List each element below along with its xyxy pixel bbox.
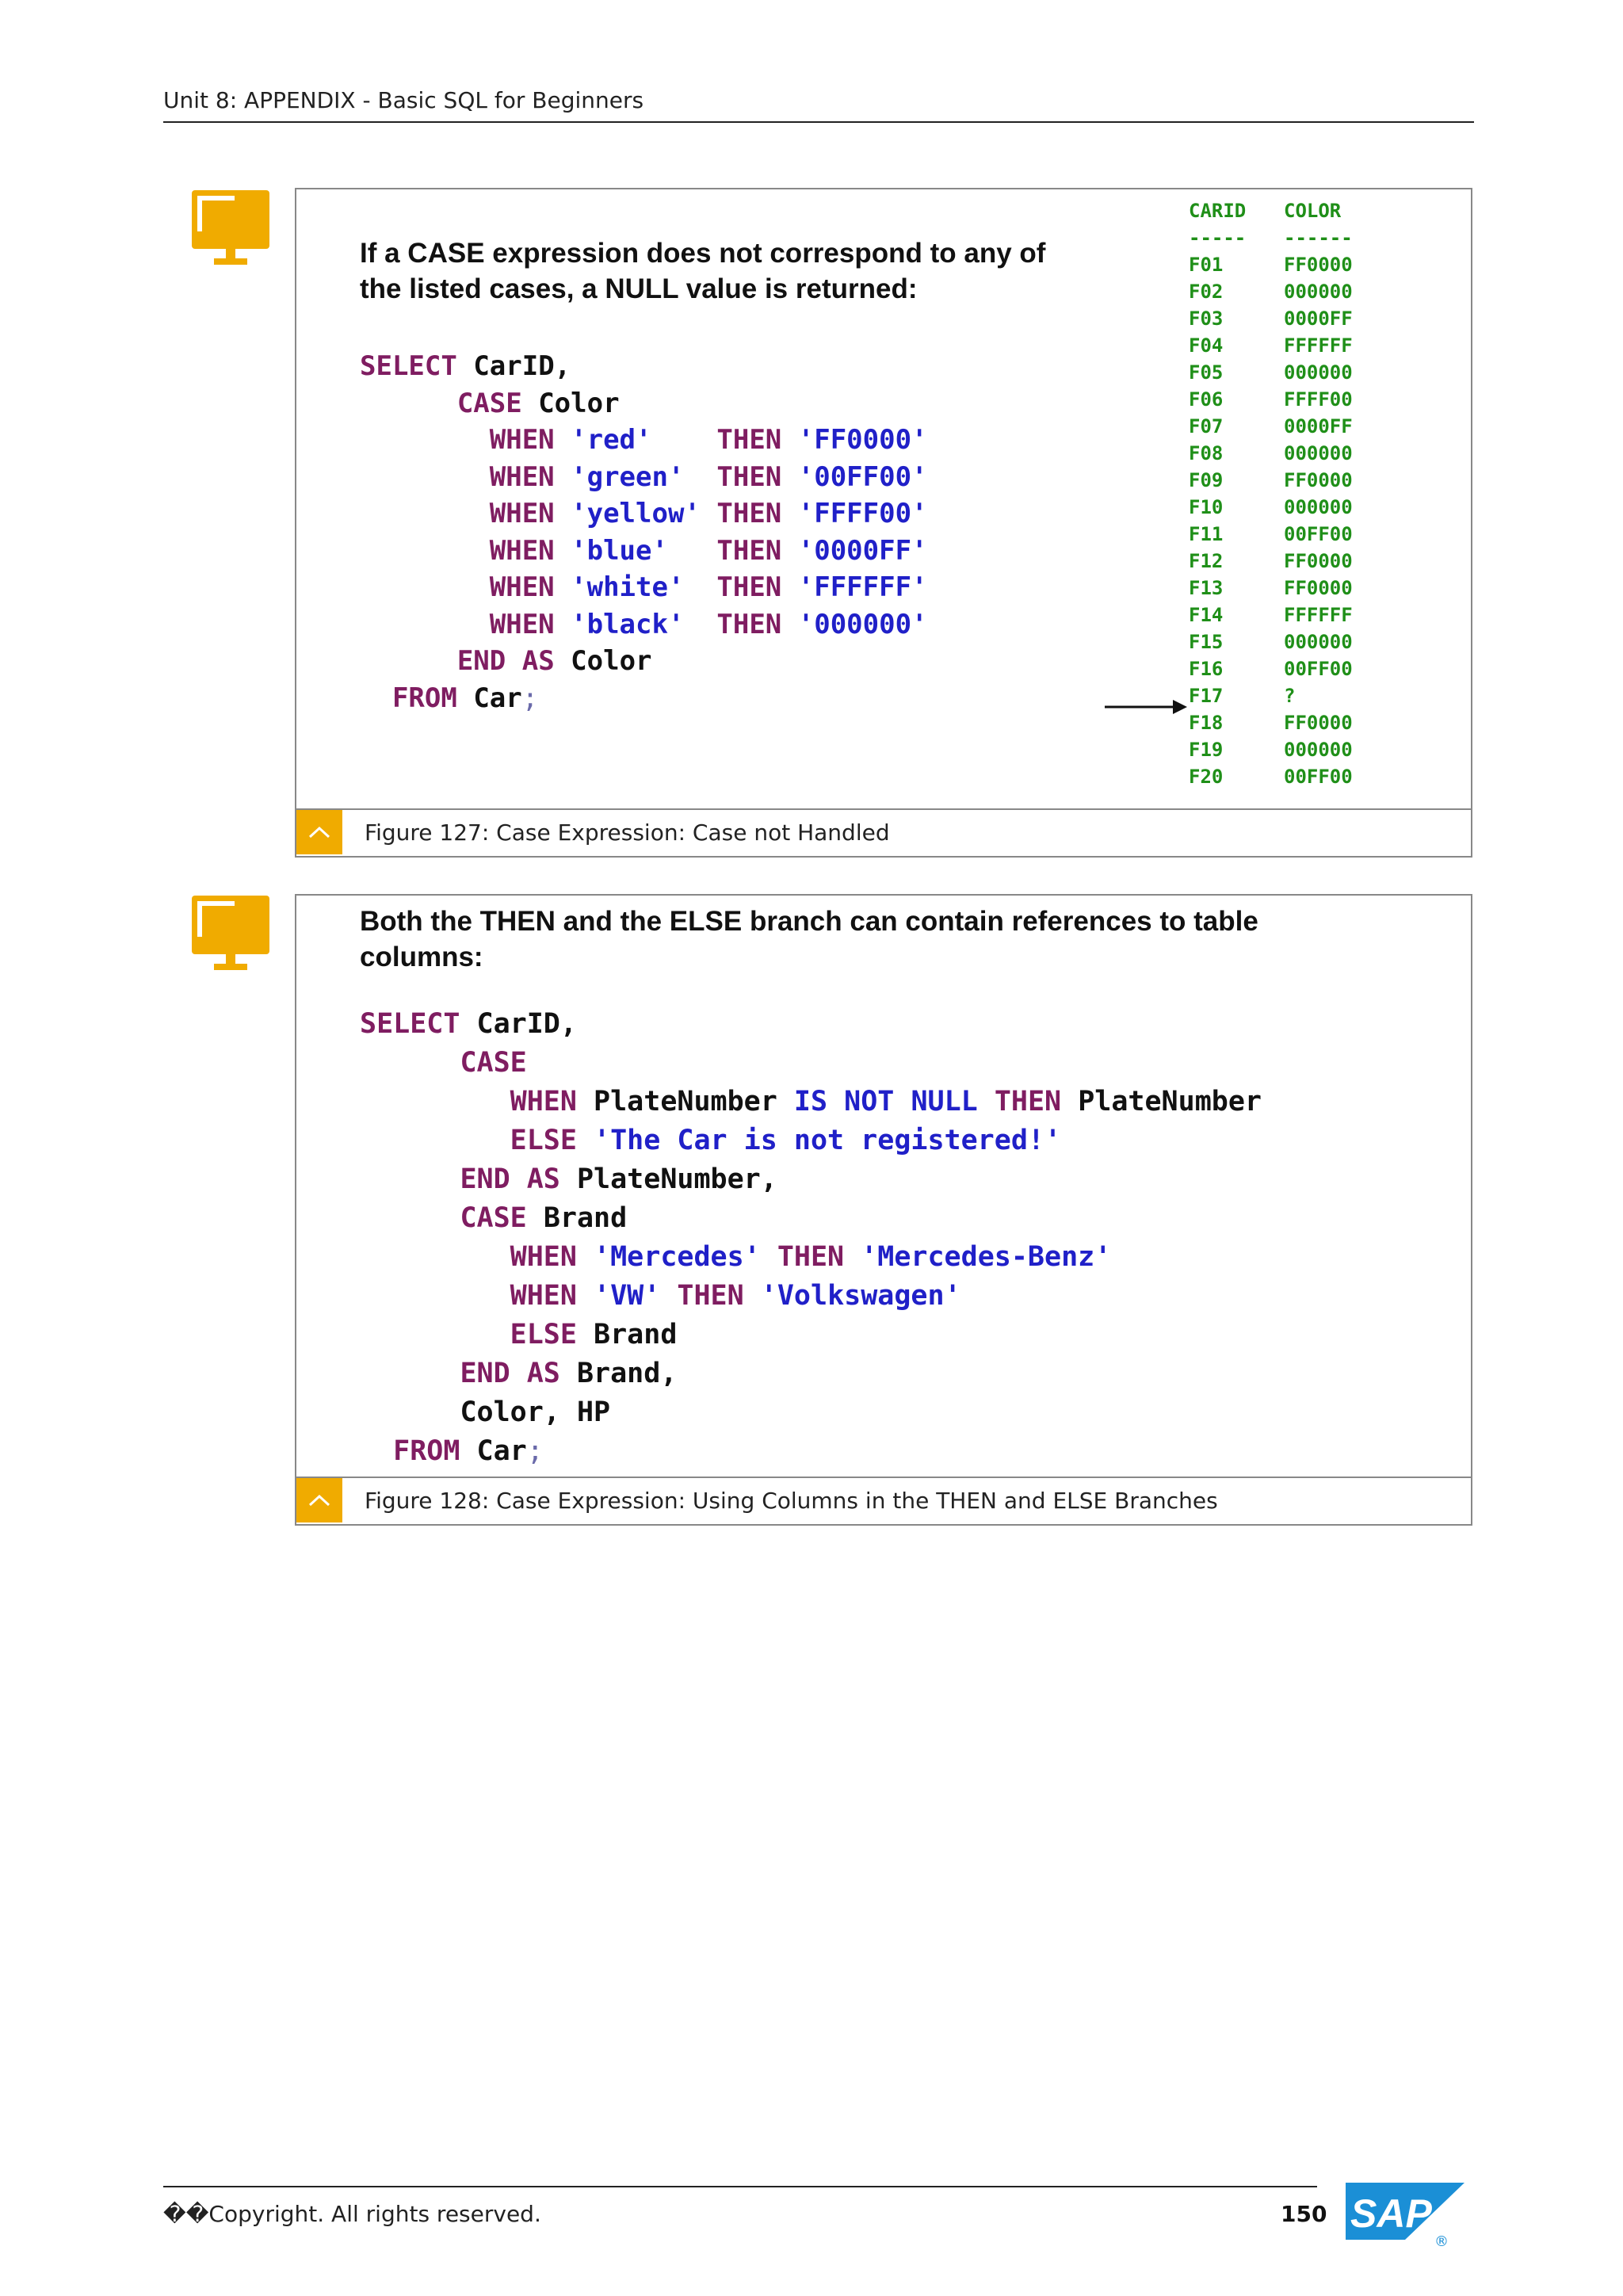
kw-then: THEN <box>716 424 782 456</box>
result-color: 0000FF <box>1284 415 1353 437</box>
kw-then: THEN <box>716 571 782 603</box>
kw-when: WHEN <box>489 571 555 603</box>
figure-128-sql-code <box>360 1005 1262 1471</box>
kw-then: THEN <box>994 1086 1062 1117</box>
result-carid: F10 <box>1189 496 1224 518</box>
result-separator: ----- <box>1189 227 1247 249</box>
result-color: FF0000 <box>1284 469 1353 491</box>
result-row <box>1189 709 1353 736</box>
then-result: 'FF0000' <box>797 424 928 456</box>
result-color: FF0000 <box>1284 712 1353 734</box>
collapse-toggle-button[interactable] <box>296 810 342 854</box>
result-carid: F13 <box>1189 577 1224 599</box>
result-carid: F15 <box>1189 631 1224 653</box>
result-carid: F19 <box>1189 739 1224 761</box>
result-color: 00FF00 <box>1284 523 1353 545</box>
kw-from: FROM <box>391 682 457 714</box>
collapse-toggle-button[interactable] <box>296 1478 342 1522</box>
result-carid: F06 <box>1189 388 1224 411</box>
figure-127-intro: If a CASE expression does not correspond to any of the listed cases, a NULL value is returned: <box>360 238 1046 304</box>
kw-else: ELSE <box>510 1125 577 1156</box>
else-value: Brand <box>594 1319 678 1350</box>
kw-when: WHEN <box>510 1086 577 1117</box>
result-carid: F20 <box>1189 766 1224 788</box>
result-color: FFFFFF <box>1284 604 1353 626</box>
result-color: 000000 <box>1284 496 1353 518</box>
result-row <box>1189 494 1353 521</box>
figure-128-caption: Figure 128: Case Expression: Using Columns in the THEN and ELSE Branches <box>365 1488 1218 1514</box>
svg-text:SAP: SAP <box>1350 2191 1432 2236</box>
page-header-title: Unit 8: APPENDIX - Basic SQL for Beginners <box>163 87 644 113</box>
kw-then: THEN <box>716 534 782 567</box>
kw-then: THEN <box>777 1241 845 1273</box>
result-row <box>1189 763 1353 790</box>
alias: PlateNumber, <box>576 1163 777 1195</box>
result-carid: F05 <box>1189 361 1224 384</box>
then-result: 'Mercedes-Benz' <box>861 1241 1112 1273</box>
column-ref: PlateNumber <box>594 1086 777 1117</box>
header-divider <box>163 121 1474 123</box>
result-row <box>1189 575 1353 602</box>
result-color: 00FF00 <box>1284 766 1353 788</box>
when-value: 'white' <box>571 571 685 603</box>
kw-then: THEN <box>677 1280 744 1312</box>
when-value: 'VW' <box>594 1280 661 1312</box>
result-row <box>1189 655 1353 682</box>
result-color: 0000FF <box>1284 308 1353 330</box>
kw-when: WHEN <box>489 424 555 456</box>
kw-when: WHEN <box>489 608 555 640</box>
alias: Brand, <box>576 1358 678 1389</box>
chevron-up-icon <box>307 825 331 839</box>
result-color: ? <box>1284 685 1296 707</box>
kw-then: THEN <box>716 498 782 529</box>
then-result: '0000FF' <box>797 534 928 567</box>
page-number: 150 <box>1281 2201 1327 2227</box>
result-carid: F11 <box>1189 523 1224 545</box>
result-row <box>1189 440 1353 467</box>
result-row-highlighted <box>1189 682 1353 709</box>
col-carid: CarID, <box>476 1008 577 1040</box>
result-table <box>1189 197 1353 790</box>
alias: Color <box>571 645 652 677</box>
kw-when: WHEN <box>510 1280 577 1312</box>
result-carid: F16 <box>1189 658 1224 680</box>
kw-when: WHEN <box>489 460 555 493</box>
when-value: 'yellow' <box>571 498 701 529</box>
figure-128-intro: Both the THEN and the ELSE branch can contain references to table columns: <box>360 906 1258 972</box>
result-color: 000000 <box>1284 361 1353 384</box>
then-result: 'FFFFFF' <box>797 571 928 603</box>
result-color: FFFFFF <box>1284 334 1353 357</box>
result-row <box>1189 628 1353 655</box>
kw-end: END <box>460 1163 510 1195</box>
kw-end: END <box>456 645 506 677</box>
footer-divider <box>163 2186 1317 2187</box>
kw-case: CASE <box>456 387 522 419</box>
result-header-color: COLOR <box>1284 200 1342 222</box>
result-row <box>1189 521 1353 548</box>
result-row <box>1189 278 1353 305</box>
result-row <box>1189 548 1353 575</box>
result-color: FF0000 <box>1284 550 1353 572</box>
when-value: 'green' <box>571 460 685 493</box>
case-column: Brand <box>543 1202 628 1234</box>
semicolon: ; <box>526 1435 544 1467</box>
kw-select: SELECT <box>360 1008 460 1040</box>
kw-when: WHEN <box>489 498 555 529</box>
result-row <box>1189 359 1353 386</box>
footer-copyright: ��Copyright. All rights reserved. <box>163 2201 541 2227</box>
figure-128 <box>295 894 1472 1526</box>
result-row <box>1189 736 1353 763</box>
semicolon: ; <box>521 682 539 714</box>
kw-else: ELSE <box>510 1319 577 1350</box>
case-column: Color <box>538 387 620 419</box>
sap-logo-icon <box>1346 2183 1465 2246</box>
kw-case: CASE <box>460 1047 527 1079</box>
result-carid: F12 <box>1189 550 1224 572</box>
result-carid: F04 <box>1189 334 1224 357</box>
kw-when: WHEN <box>489 534 555 567</box>
svg-text:®: ® <box>1434 2233 1449 2246</box>
result-carid: F18 <box>1189 712 1224 734</box>
kw-not: NOT <box>844 1086 895 1117</box>
result-row <box>1189 467 1353 494</box>
result-color: FFFF00 <box>1284 388 1353 411</box>
then-result: 'Volkswagen' <box>760 1280 961 1312</box>
result-row <box>1189 386 1353 413</box>
arrow-right-icon <box>1105 697 1187 717</box>
when-value: 'Mercedes' <box>594 1241 761 1273</box>
result-carid: F17 <box>1189 685 1224 707</box>
result-carid: F08 <box>1189 442 1224 464</box>
table-name: Car <box>473 682 522 714</box>
kw-end: END <box>460 1358 510 1389</box>
result-header-row <box>1189 197 1353 224</box>
result-carid: F14 <box>1189 604 1224 626</box>
kw-from: FROM <box>393 1435 460 1467</box>
kw-then: THEN <box>716 608 782 640</box>
kw-when: WHEN <box>510 1241 577 1273</box>
figure-127-caption-bar <box>296 808 1471 856</box>
result-color: 000000 <box>1284 631 1353 653</box>
kw-as: AS <box>521 645 555 677</box>
result-carid: F07 <box>1189 415 1224 437</box>
result-carid: F03 <box>1189 308 1224 330</box>
result-row <box>1189 305 1353 332</box>
result-color: FF0000 <box>1284 254 1353 276</box>
result-separator-row <box>1189 224 1353 251</box>
kw-then: THEN <box>716 460 782 493</box>
kw-is: IS <box>793 1086 828 1117</box>
presentation-icon <box>192 190 269 266</box>
result-carid: F01 <box>1189 254 1224 276</box>
when-value: 'red' <box>571 424 652 456</box>
result-carid: F02 <box>1189 281 1224 303</box>
kw-select: SELECT <box>360 350 457 382</box>
chevron-up-icon <box>307 1493 331 1507</box>
result-separator: ------ <box>1284 227 1353 249</box>
result-color: 000000 <box>1284 739 1353 761</box>
column-list: Color, HP <box>460 1396 611 1428</box>
column-ref: PlateNumber <box>1078 1086 1262 1117</box>
result-carid: F09 <box>1189 469 1224 491</box>
figure-127-sql-code <box>360 348 928 716</box>
kw-null: NULL <box>911 1086 978 1117</box>
presentation-icon <box>192 896 269 972</box>
result-color: 00FF00 <box>1284 658 1353 680</box>
when-value: 'black' <box>571 608 685 640</box>
result-row <box>1189 251 1353 278</box>
kw-case: CASE <box>460 1202 527 1234</box>
then-result: '000000' <box>797 608 928 640</box>
figure-127 <box>295 188 1472 858</box>
figure-128-caption-bar <box>296 1477 1471 1524</box>
result-row <box>1189 602 1353 628</box>
else-value: 'The Car is not registered!' <box>594 1125 1062 1156</box>
result-color: 000000 <box>1284 281 1353 303</box>
kw-as: AS <box>526 1358 560 1389</box>
col-carid: CarID, <box>473 350 571 382</box>
figure-127-caption: Figure 127: Case Expression: Case not Handled <box>365 819 890 846</box>
kw-as: AS <box>526 1163 560 1195</box>
result-row <box>1189 332 1353 359</box>
then-result: 'FFFF00' <box>797 498 928 529</box>
then-result: '00FF00' <box>797 460 928 493</box>
result-color: FF0000 <box>1284 577 1353 599</box>
table-name: Car <box>476 1435 527 1467</box>
result-row <box>1189 413 1353 440</box>
result-header-carid: CARID <box>1189 200 1247 222</box>
result-color: 000000 <box>1284 442 1353 464</box>
when-value: 'blue' <box>571 534 668 567</box>
